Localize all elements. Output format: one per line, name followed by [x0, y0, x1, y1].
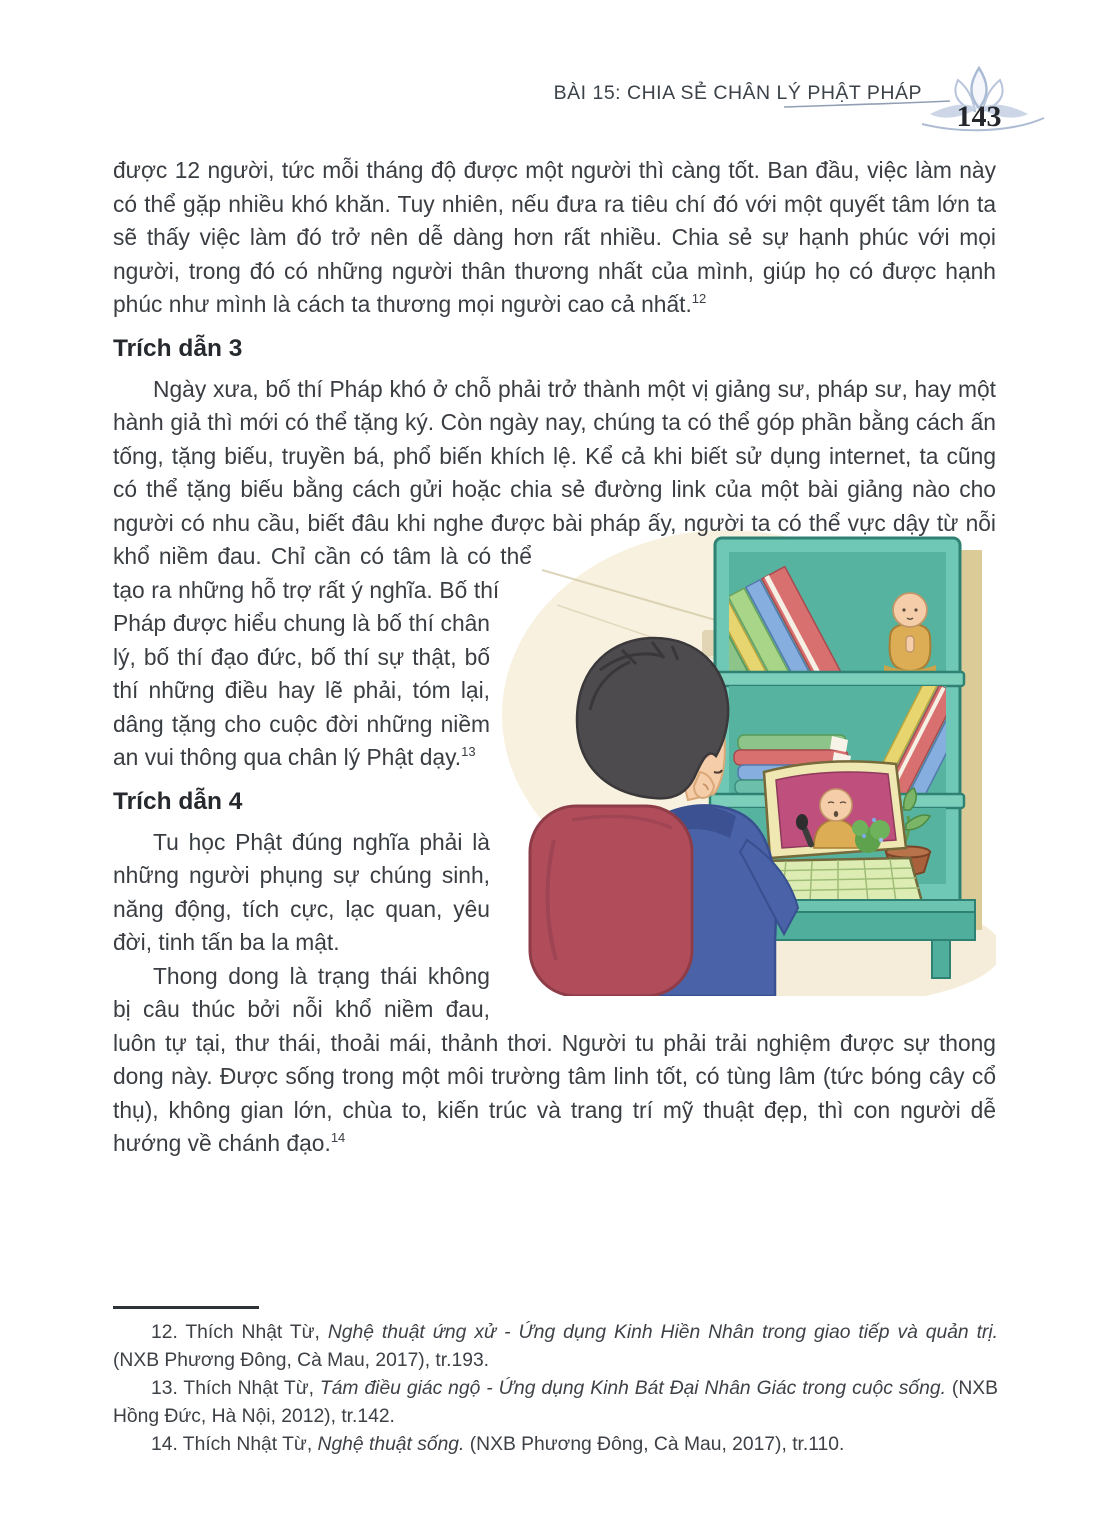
- heading-trich-dan-3: Trích dẫn 3: [113, 334, 243, 362]
- page-number: 143: [956, 100, 1002, 133]
- chair: [530, 806, 692, 996]
- footnote-ref-13: 13: [461, 744, 476, 759]
- paragraph-intro: được 12 người, tức mỗi tháng độ được một người thì càng tốt. Ban đầu, việc làm này có thể gặp nhiều khó khăn. Tuy nhiên, nếu đưa ra tiêu chí đó với một quyết tâm lớn ta sẽ thấy việc làm đó trở nên dễ dàng hơn rất nhiều. Chia sẻ sự hạnh phúc với mọi người, trong đó có những người thân thương nhất của mình, giúp họ có được hạnh phúc như mình là cách ta thương mọi người cao cả nhất.$^{12}$: [113, 157, 996, 317]
- boy-head: [577, 638, 728, 800]
- page-header: [60, 62, 1050, 140]
- illustration: [502, 510, 996, 996]
- lotus-icon: [782, 62, 1050, 140]
- footnotes-section: [113, 1306, 998, 1459]
- footnote-divider: [113, 1306, 259, 1309]
- paragraph-trich-dan-4: Tu học Phật đúng nghĩa phải là những người phụng sự chúng sinh, năng động, tích cực, lạc quan, yêu đời, tinh tấn ba la mật.: [113, 828, 490, 955]
- footnote-ref-12: 12: [691, 291, 707, 306]
- footnote-13: 13. Thích Nhật Từ, Tám điều giác ngộ - Ứng dụng Kinh Bát Đại Nhân Giác trong cuộc sống. (NXB Hồng Đức, Hà Nội, 2012), tr.142.: [113, 1378, 998, 1427]
- article-body: [113, 154, 996, 1161]
- footnote-ref-14: 14: [330, 1130, 346, 1145]
- chapter-title: BÀI 15: CHIA SẺ CHÂN LÝ PHẬT PHÁP: [553, 82, 922, 104]
- dharma-online-illustration: [502, 510, 996, 996]
- footnote-12: 12. Thích Nhật Từ, Nghệ thuật ứng xử - Ứng dụng Kinh Hiền Nhân trong giao tiếp và quản trị. (NXB Phương Đông, Cà Mau, 2017), tr.193.: [113, 1322, 998, 1371]
- footnote-14: 14. Thích Nhật Từ, Nghệ thuật sống. (NXB Phương Đông, Cà Mau, 2017), tr.110.: [151, 1434, 845, 1455]
- paragraph-thong-dong: Thong dong là trạng thái không bị câu thúc bởi nỗi khổ niềm đau, luôn tự tại, thư thái, thoải mái, thảnh thơi. Người tu phải trải nghiệm được sự thong dong này. Được sống trong một môi trường tâm linh tốt, có tùng lâm (tức bóng cây cổ thụ), không gian lớn, chùa to, kiến trúc và trang trí mỹ thuật đẹp, thì con người dễ hướng về chánh đạo.$^{14}$: [113, 962, 996, 1156]
- heading-trich-dan-4: Trích dẫn 4: [113, 787, 243, 815]
- paragraph-trich-dan-3: Ngày xưa, bố thí Pháp khó ở chỗ phải trở thành một vị giảng sư, pháp sư, hay một hành giả thì mới có thể tặng ký. Còn ngày nay, chúng ta có thể góp phần bằng cách ấn tống, tặng biếu, truyền bá, phổ biến khích lệ. Kể cả khi biết sử dụng internet, ta cũng có thể tặng biếu bằng cách gửi hoặc chia sẻ đường link của một bài giảng nào cho người có nhu cầu, biết đâu khi nghe được bài pháp ấy, người ta có thể vực dậy từ nỗi khổ niềm đau. Chỉ cần có tâm là có thể tạo ra những hỗ trợ rất ý nghĩa. Bố thí Pháp được hiểu chung là bố thí chân lý, bố thí đạo đức, bố thí sự thật, bố thí những điều hay lẽ phải, tóm lại, dâng tặng cho cuộc đời những niềm an vui thông qua chân lý Phật dạy.$^{13}$: [113, 373, 996, 775]
